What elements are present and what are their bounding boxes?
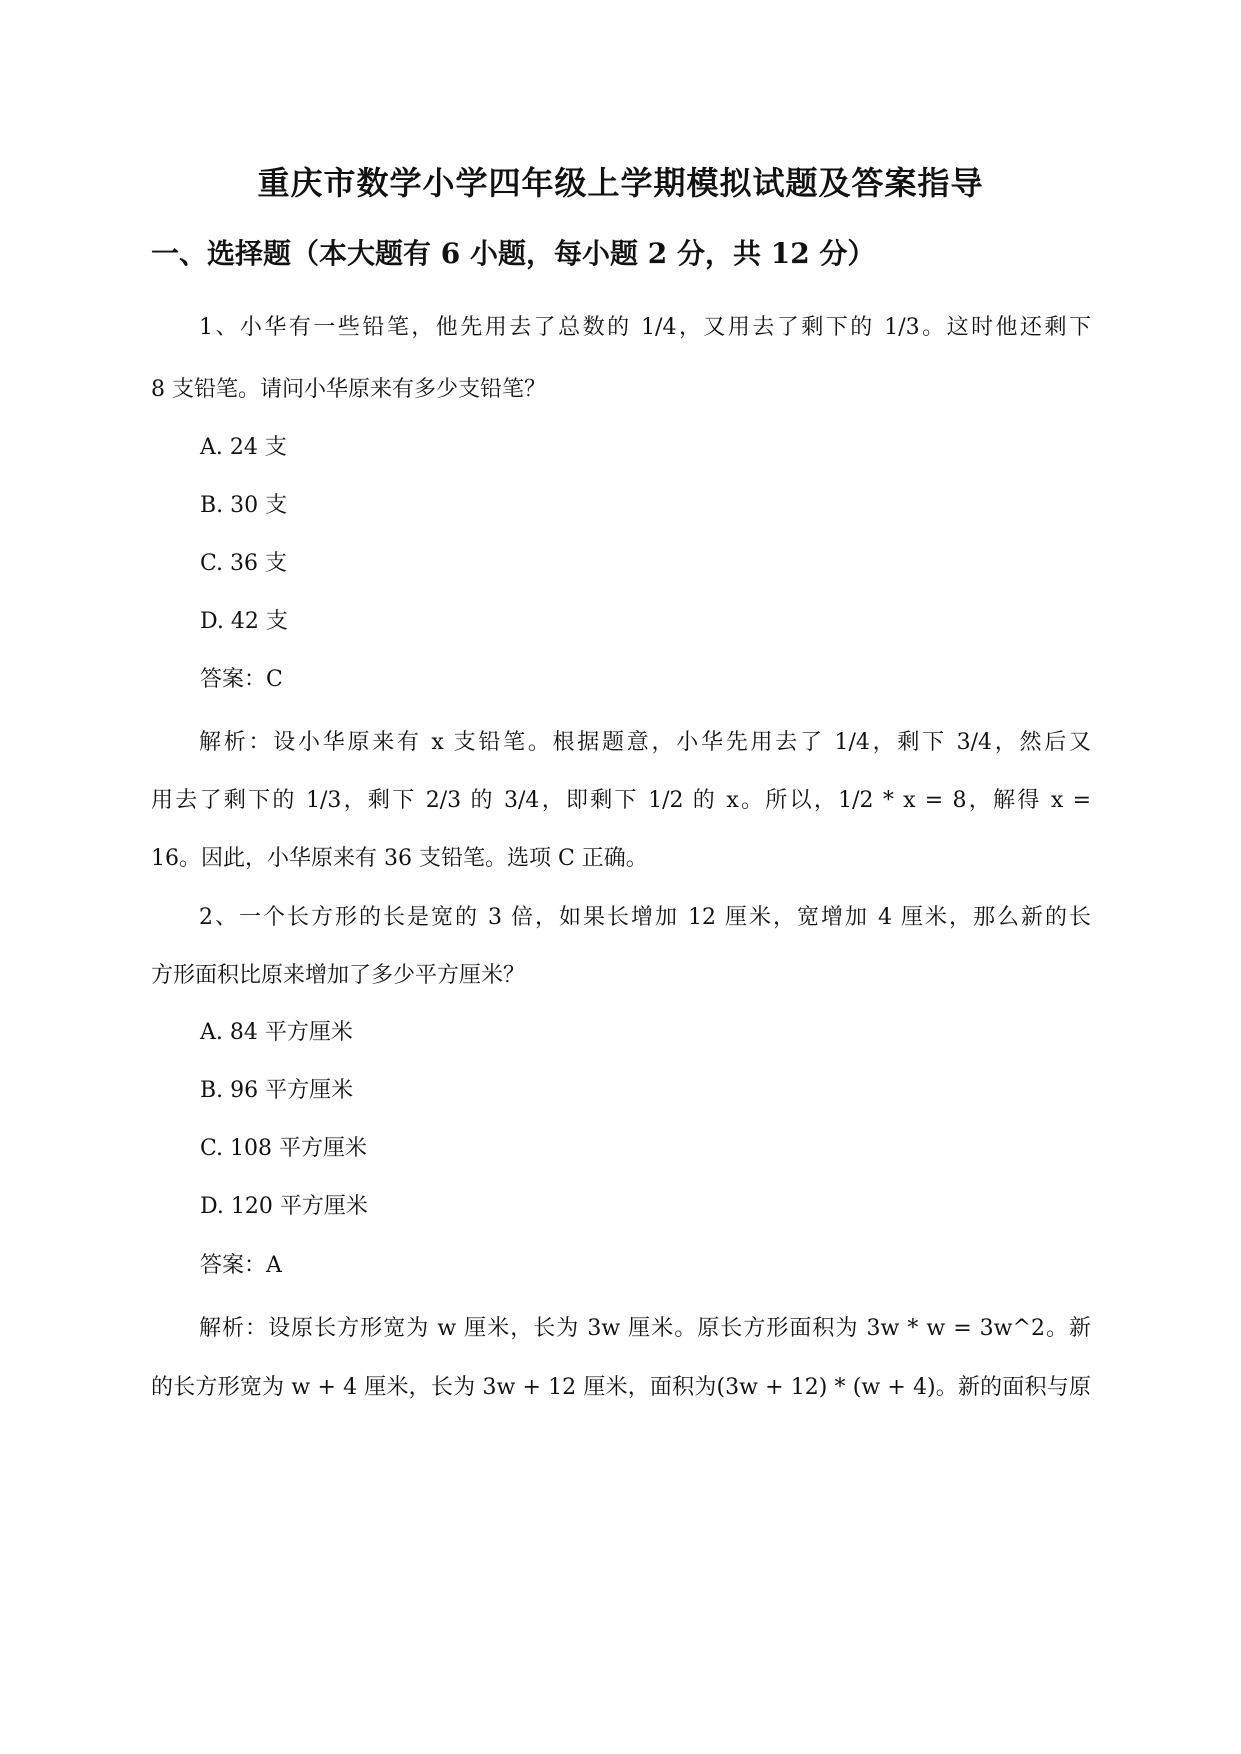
question-1-option-a: A. 24 支 [200,435,287,460]
question-1-stem-line-2: 8 支铅笔。请问小华原来有多少支铅笔？ [151,377,546,402]
question-2-answer: 答案：A [200,1253,282,1278]
question-2-analysis-line-1: 解析：设原长方形宽为 w 厘米，长为 3w 厘米。原长方形面积为 3w * w = 3w^2。新 [199,1316,1091,1341]
question-1-analysis-line-1: 解析：设小华原来有 x 支铅笔。根据题意，小华先用去了 1/4，剩下 3/4，然后又 [199,730,1091,755]
question-1-stem-line-1: 1、小华有一些铅笔，他先用去了总数的 1/4，又用去了剩下的 1/3。这时他还剩下 [199,315,1091,340]
question-1-option-c: C. 36 支 [200,551,288,576]
question-1-option-d: D. 42 支 [200,609,288,634]
question-1-analysis-line-3: 16。因此，小华原来有 36 支铅笔。选项 C 正确。 [151,846,648,871]
question-2-option-b: B. 96 平方厘米 [200,1078,354,1103]
question-2-option-a: A. 84 平方厘米 [200,1020,353,1045]
question-2-stem-line-1: 2、一个长方形的长是宽的 3 倍，如果长增加 12 厘米，宽增加 4 厘米，那么新的长 [199,905,1091,930]
question-2-option-c: C. 108 平方厘米 [200,1136,368,1161]
question-1-answer: 答案：C [200,667,283,692]
section-heading: 一、选择题（本大题有 6 小题，每小题 2 分，共 12 分） [151,237,876,270]
question-1-option-b: B. 30 支 [200,493,288,518]
document-title: 重庆市数学小学四年级上学期模拟试题及答案指导 [257,164,984,202]
question-2-option-d: D. 120 平方厘米 [200,1194,368,1219]
question-1-analysis-line-2: 用去了剩下的 1/3，剩下 2/3 的 3/4，即剩下 1/2 的 x。所以，1/2 * x = 8，解得 x = [151,788,1091,813]
question-2-analysis-line-2: 的长方形宽为 w + 4 厘米，长为 3w + 12 厘米，面积为(3w + 12) * (w + 4)。新的面积与原 [151,1375,1091,1400]
question-2-stem-line-2: 方形面积比原来增加了多少平方厘米？ [151,963,526,988]
